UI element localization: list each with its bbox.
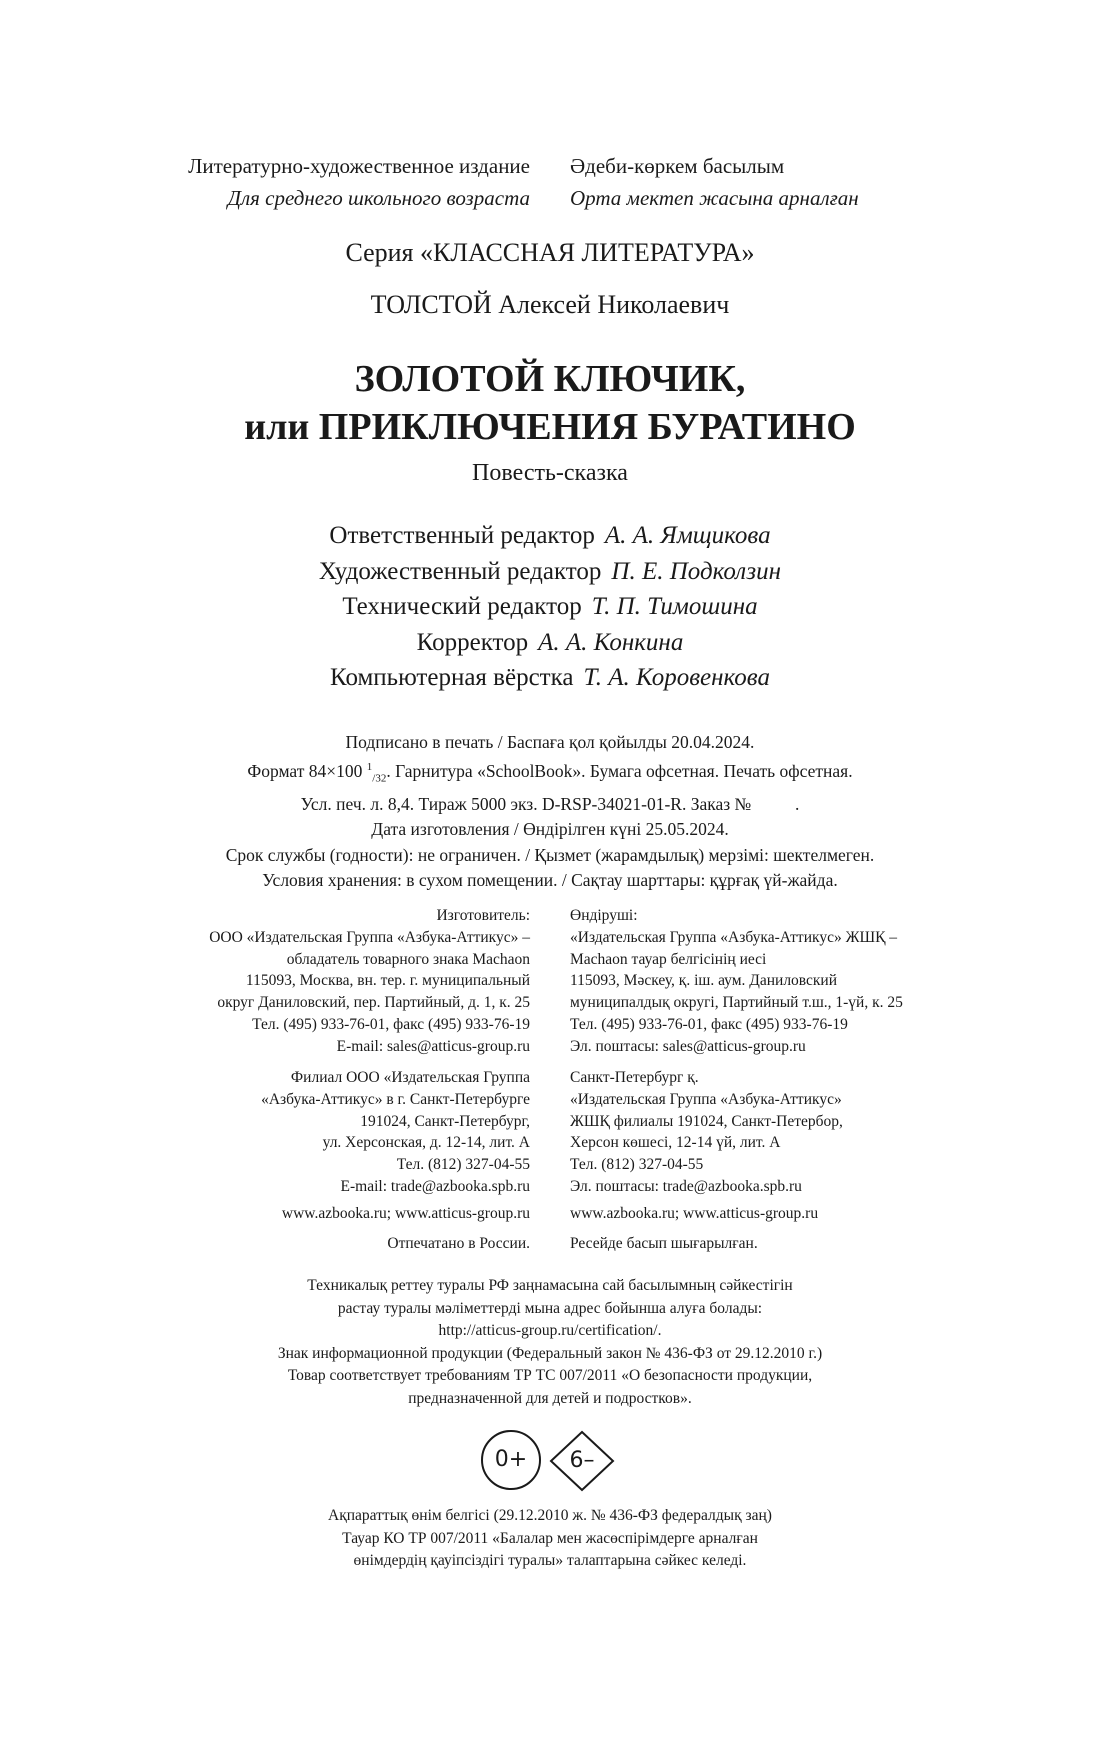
credit-role: Технический редактор <box>342 593 582 620</box>
branch-kz-line: Тел. (812) 327-04-55 <box>570 1156 704 1174</box>
format-line <box>0 755 1100 792</box>
age-rating-badges <box>481 1430 621 1494</box>
cert-line: предназначенной для детей и подростков». <box>408 1389 692 1407</box>
bottom-line: Тауар КО ТР 007/2011 «Балалар мен жасөспірімдерге арналған <box>342 1529 758 1547</box>
branch-ru-line: «Азбука-Аттикус» в г. Санкт-Петербурге <box>261 1090 530 1108</box>
genre-kz-line: Әдеби-көркем басылым <box>570 154 785 178</box>
format-rest: . Гарнитура «SchoolBook». Бумага офсетная. Печать офсетная. <box>386 761 853 782</box>
cert-line: растау туралы мәліметтерді мына адрес бойынша алуға болады: <box>337 1299 763 1317</box>
credit-row <box>0 625 1100 661</box>
age-group-kz: Орта мектеп жасына арналған <box>570 186 859 210</box>
websites-ru: www.azbooka.ru; www.atticus-group.ru <box>281 1205 530 1222</box>
cert-line: Товар соответствует требованиям ТР ТС 007/2011 «О безопасности продукции, <box>287 1367 813 1384</box>
credit-name: А. А. Ямщикова <box>604 522 771 549</box>
manufacturer-kz-email: Эл. поштасы: sales@atticus-group.ru <box>570 1037 806 1055</box>
branch-kz <box>570 1067 843 1198</box>
branch-kz-line: Санкт-Петербург қ. <box>570 1069 699 1086</box>
title-line-2: или ПРИКЛЮЧЕНИЯ БУРАТИНО <box>244 406 856 448</box>
age-group-ru: Для среднего школьного возраста <box>227 186 530 210</box>
genre-ru-line: Литературно-художественное издание <box>188 154 530 178</box>
format-fraction-num: 1 <box>366 761 373 774</box>
credit-row <box>0 518 1100 554</box>
manufacturer-ru-line: округ Даниловский, пер. Партийный, д. 1, к. 25 <box>217 994 530 1012</box>
service-life: Срок службы (годности): не ограничен. / Қызмет (жарамдылық) мерзімі: шектелмеген. <box>225 844 875 865</box>
signed-to-print: Подписано в печать / Баспаға қол қойылды 20.04.2024. <box>345 732 755 752</box>
format-size: Формат 84×100 <box>247 761 363 782</box>
branch-kz-email: Эл. поштасы: trade@azbooka.spb.ru <box>570 1177 802 1195</box>
credit-name: Т. П. Тимошина <box>591 593 758 620</box>
age-rating-circle-icon: 0+ <box>481 1430 541 1490</box>
certification-block <box>0 1275 1100 1410</box>
manufacturer-kz-line: «Издательская Группа «Азбука-Аттикус» ЖШҚ – <box>570 928 898 946</box>
branch-ru-line: 191024, Санкт-Петербург, <box>360 1112 530 1130</box>
genre-ru <box>188 150 530 214</box>
credit-row <box>0 589 1100 625</box>
manufacturer-kz-line: муниципалдық округі, Партийный т.ш., 1-үй, к. 25 <box>570 994 903 1012</box>
bottom-line: өнімдердің қауіпсіздігі туралы» талаптарына сәйкес келеді. <box>353 1552 747 1569</box>
credit-name: А. А. Конкина <box>538 628 684 656</box>
age-rating-diamond-icon <box>549 1430 615 1492</box>
branch-ru <box>261 1067 530 1198</box>
age-rating-diamond-label: 6– <box>569 1448 595 1473</box>
credit-row <box>0 554 1100 590</box>
cert-line: Знак информационной продукции (Федеральный закон № 436-ФЗ от 29.12.2010 г.) <box>277 1344 823 1362</box>
print-sheets-line: Усл. печ. л. 8,4. Тираж 5000 экз. D-RSP-34021-01-R. Заказ № . <box>300 793 800 814</box>
credit-name: Т. А. Коровенкова <box>583 664 770 691</box>
credit-role: Ответственный редактор <box>329 522 595 549</box>
branch-ru-line: Тел. (812) 327-04-55 <box>396 1156 530 1174</box>
branch-kz-line: «Издательская Группа «Азбука-Аттикус» <box>570 1090 842 1108</box>
credit-role: Художественный редактор <box>318 557 602 585</box>
storage-conditions: Условия хранения: в сухом помещении. / Сақтау шарттары: құрғақ үй-жайда. <box>262 869 838 890</box>
title-line-1: ЗОЛОТОЙ КЛЮЧИК, <box>354 358 746 400</box>
branch-ru-email: E-mail: trade@azbooka.spb.ru <box>340 1177 530 1195</box>
manufacturer-ru-line: 115093, Москва, вн. тер. г. муниципальный <box>245 972 530 990</box>
info-product-sign-kz <box>0 1505 1100 1573</box>
credits-list <box>0 518 1100 696</box>
manufacturer-ru-line: ООО «Издательская Группа «Азбука-Аттикус» – <box>209 928 530 946</box>
production-date: Дата изготовления / Өндірілген күні 25.05.2024. <box>371 819 729 840</box>
manufacturer-ru-line: обладатель товарного знака Machaon <box>286 950 530 968</box>
branch-kz-line: ЖШҚ филиалы 191024, Санкт-Петербор, <box>570 1112 843 1130</box>
branch-ru-line: Филиал ООО «Издательская Группа <box>290 1069 530 1086</box>
manufacturer-ru-line: Тел. (495) 933-76-01, факс (495) 933-76-19 <box>252 1015 530 1033</box>
credit-row <box>0 660 1100 696</box>
manufacturer-ru-heading: Изготовитель: <box>436 907 530 924</box>
manufacturer-kz-line: 115093, Мәскеу, қ. іш. аум. Даниловский <box>570 972 838 990</box>
cert-url: http://atticus-group.ru/certification/. <box>438 1322 662 1339</box>
cert-line: Техникалық реттеу туралы РФ заңнамасына сай басылымның сәйкестігін <box>307 1277 793 1294</box>
author-name: ТОЛСТОЙ Алексей Николаевич <box>370 290 730 319</box>
credit-role: Корректор <box>416 628 529 656</box>
manufacturer-ru-email: E-mail: sales@atticus-group.ru <box>336 1037 530 1055</box>
series-title: Серия «КЛАССНАЯ ЛИТЕРАТУРА» <box>345 238 755 267</box>
manufacturer-kz-line: Machaon тауар белгісінің иесі <box>570 950 767 968</box>
genre-kz <box>570 150 859 214</box>
manufacturer-kz-heading: Өндіруші: <box>570 907 638 924</box>
branch-ru-line: ул. Херсонская, д. 12-14, лит. А <box>322 1134 530 1152</box>
websites-kz: www.azbooka.ru; www.atticus-group.ru <box>570 1205 819 1222</box>
manufacturer-ru <box>209 905 530 1058</box>
printed-in-ru: Отпечатано в России. <box>387 1235 530 1252</box>
credit-role: Компьютерная вёрстка <box>330 664 574 691</box>
book-title <box>0 355 1100 451</box>
format-fraction-den: /32 <box>372 772 387 785</box>
credit-name: П. Е. Подколзин <box>611 557 782 585</box>
branch-kz-line: Херсон көшесі, 12-14 үй, лит. А <box>570 1134 781 1152</box>
printed-in-kz: Ресейде басып шығарылған. <box>570 1235 758 1252</box>
bottom-line: Ақпараттық өнім белгісі (29.12.2010 ж. № 436-ФЗ федералдық заң) <box>328 1507 772 1524</box>
book-subtitle: Повесть-сказка <box>472 460 628 486</box>
manufacturer-kz <box>570 905 903 1058</box>
print-details <box>0 730 1100 893</box>
manufacturer-kz-line: Тел. (495) 933-76-01, факс (495) 933-76-19 <box>570 1015 848 1033</box>
